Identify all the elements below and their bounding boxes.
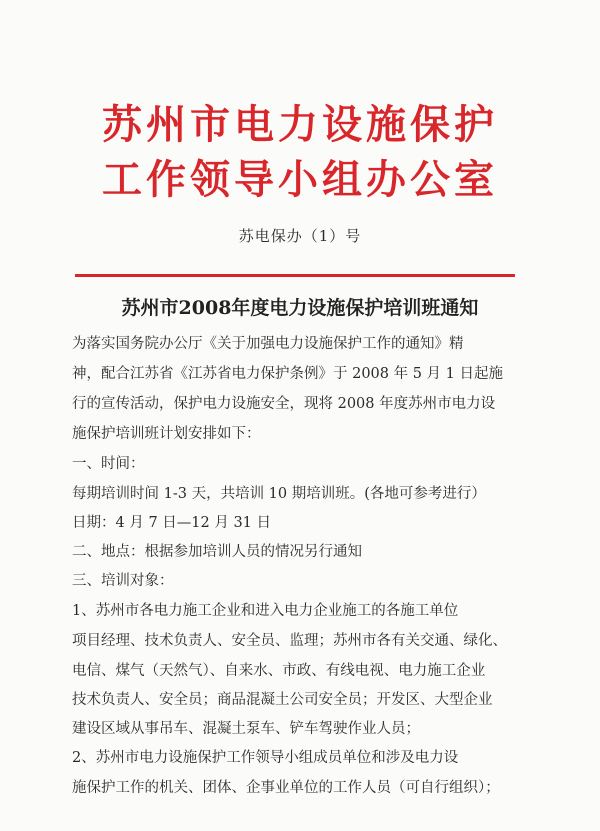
body-line: 1、苏州市各电力施工企业和进入电力企业施工的各施工单位 xyxy=(72,603,459,619)
body-line: 建设区域从事吊车、混凝土泵车、铲车驾驶作业人员； xyxy=(72,721,420,737)
body-line: 2、苏州市电力设施保护工作领导小组成员单位和涉及电力设 xyxy=(72,750,459,766)
body-line: 施保护培训班计划安排如下： xyxy=(72,426,261,442)
office-title-line-2: 工作领导小组办公室 xyxy=(102,156,498,203)
body-line: 施保护工作的机关、团体、企事业单位的工作人员（可自行组织）； xyxy=(72,780,500,796)
document-number: 苏电保办（1）号 xyxy=(238,227,362,245)
notice-title: 苏州市2008年度电力设施保护培训班通知 xyxy=(121,297,479,319)
section-heading-trainees: 三、培训对象： xyxy=(72,573,174,589)
body-line: 行的宣传活动，保护电力设施安全，现将 2008 年度苏州市电力设 xyxy=(72,396,496,412)
body-line: 电信、煤气（天然气）、自来水、市政、有线电视、电力施工企业 xyxy=(72,663,486,679)
body-line: 为落实国务院办公厅《关于加强电力设施保护工作的通知》精 xyxy=(72,336,464,352)
body-line: 技术负责人、安全员；商品混凝土公司安全员；开发区、大型企业 xyxy=(72,692,493,708)
body-line: 每期培训时间 1-3 天，共培训 10 期培训班。(各地可参考进行） xyxy=(72,486,486,502)
section-heading-location: 二、地点：根据参加培训人员的情况另行通知 xyxy=(72,544,362,560)
body-line: 项目经理、技术负责人、安全员、监理；苏州市各有关交通、绿化、 xyxy=(72,633,507,649)
body-line: 日期：4 月 7 日—12 月 31 日 xyxy=(72,515,272,531)
red-divider xyxy=(75,274,515,277)
section-heading-time: 一、时间： xyxy=(72,456,145,472)
body-line: 神，配合江苏省《江苏省电力保护条例》于 2008 年 5 月 1 日起施 xyxy=(72,366,504,382)
office-title-line-1: 苏州市电力设施保护 xyxy=(102,101,498,148)
